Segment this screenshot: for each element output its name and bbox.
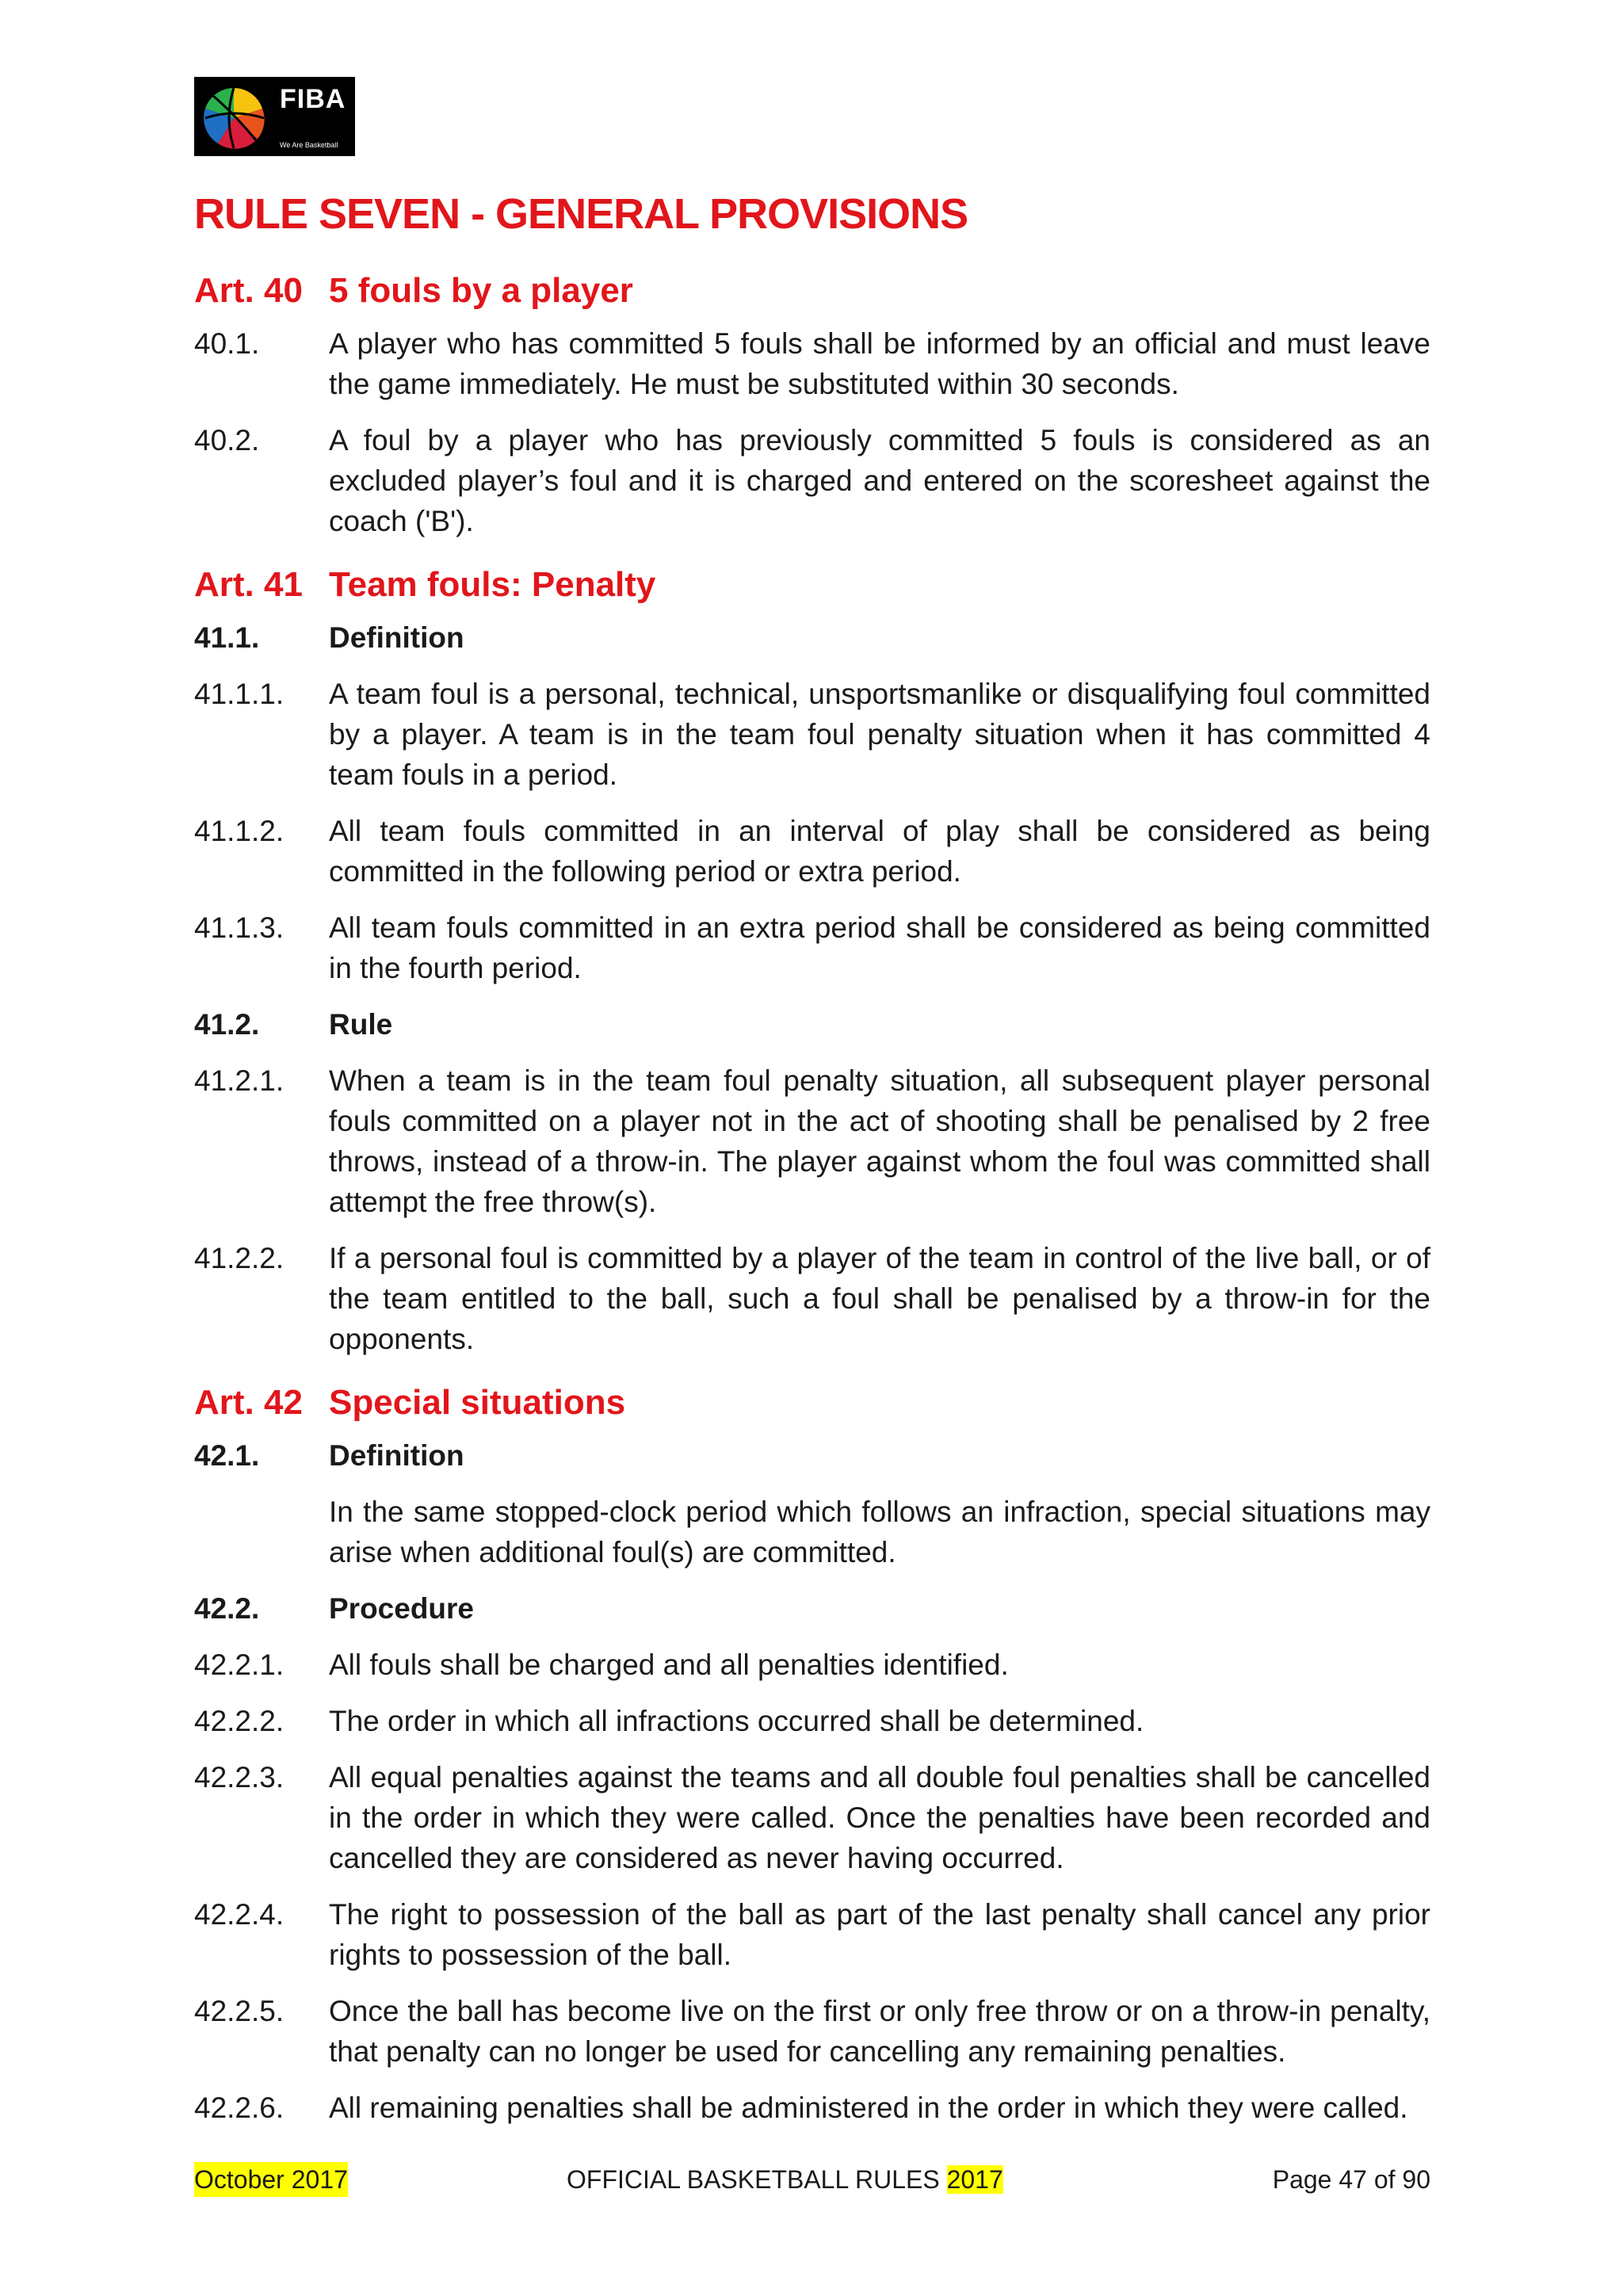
clause-number: 42.2.1. [194,1648,285,1681]
page-footer [194,2162,1430,2200]
subsection-title: Definition [329,621,464,654]
footer-date: October 2017 [194,2162,348,2197]
footer-doc-name: OFFICIAL BASKETBALL RULES [567,2165,940,2194]
article-title: Team fouls: Penalty [329,565,656,604]
rules-content [194,263,1430,2144]
subsection-heading [194,1004,1430,1045]
clause-number: 41.1.3. [194,911,285,944]
article-number: Art. 40 [194,271,303,310]
clause-text: The right to possession of the ball as part of the last penalty shall cancel any prior rights to possession of the ball. [329,1898,1430,1971]
rule-paragraph [194,674,1430,795]
clause-number: 40.1. [194,327,260,360]
rule-paragraph [194,1991,1430,2072]
fiba-logo [194,77,355,156]
clause-number: 41.2.2. [194,1242,285,1274]
clause-number: 42.2.3. [194,1761,285,1794]
clause-text: All team fouls committed in an interval of play shall be considered as being committed in the following period or extra period. [329,815,1430,888]
clause-text: A foul by a player who has previously committed 5 fouls is considered as an excluded player’s foul and it is charged and entered on the scoresheet against the coach ('B'). [329,424,1430,537]
rule-paragraph [194,2088,1430,2128]
rule-paragraph [194,1645,1430,1685]
clause-number: 41.2.1. [194,1064,285,1097]
rule-paragraph [194,1060,1430,1222]
clause-text: All equal penalties against the teams and all double foul penalties shall be cancelled in the order in which they were called. Once the penalties have been recorded and cancelled they are considered as never having occurred. [329,1761,1430,1874]
clause-text: All fouls shall be charged and all penalties identified. [329,1648,1009,1681]
clause-number: 41.1. [194,621,260,654]
clause-text: The order in which all infractions occurred shall be determined. [329,1705,1144,1737]
clause-number [194,1492,329,1572]
clause-number: 42.1. [194,1439,260,1472]
clause-text: If a personal foul is committed by a player of the team in control of the live ball, or of the team entitled to the ball, such a foul shall be penalised by a throw-in for the opponents. [329,1242,1430,1355]
rule-paragraph [194,1894,1430,1975]
article-number: Art. 41 [194,565,303,604]
subsection-title: Rule [329,1008,393,1041]
article-number: Art. 42 [194,1383,303,1422]
clause-text: All team fouls committed in an extra period shall be considered as being committed in the fourth period. [329,911,1430,984]
rule-paragraph [194,420,1430,541]
rule-title: RULE SEVEN - GENERAL PROVISIONS [194,190,968,238]
footer-doc-title [567,2162,1003,2197]
article-heading [194,263,1430,319]
footer-doc-year: 2017 [946,2165,1003,2194]
footer-page-number: Page 47 of 90 [1272,2165,1430,2194]
logo-wordmark: FIBA [280,84,346,114]
article-title: 5 fouls by a player [329,271,633,310]
rule-paragraph [194,811,1430,892]
article-heading [194,1375,1430,1431]
article-heading [194,557,1430,613]
subsection-title: Definition [329,1439,464,1472]
subsection-heading [194,1588,1430,1629]
rule-paragraph [194,323,1430,404]
clause-number: 41.1.1. [194,678,285,710]
subsection-heading [194,617,1430,658]
clause-number: 41.2. [194,1008,260,1041]
clause-number: 41.1.2. [194,815,285,847]
rule-paragraph [194,1238,1430,1359]
rule-paragraph [194,907,1430,988]
clause-text: A team foul is a personal, technical, unsportsmanlike or disqualifying foul committed by a player. A team is in the team foul penalty situation when it has committed 4 team fouls in a period. [329,678,1430,791]
clause-text: A player who has committed 5 fouls shall be informed by an official and must leave the game immediately. He must be substituted within 30 seconds. [329,327,1430,400]
clause-number: 42.2.4. [194,1898,285,1931]
rule-paragraph [194,1492,1430,1572]
clause-number: 42.2.6. [194,2092,285,2124]
subsection-heading [194,1435,1430,1476]
logo-tagline: We Are Basketball [280,141,338,149]
clause-text: When a team is in the team foul penalty situation, all subsequent player personal fouls committed on a player not in the act of shooting shall be penalised by 2 free throws, instead of a throw-in. The player against whom the foul was committed shall attempt the free throw(s). [329,1064,1430,1218]
rule-paragraph [194,1701,1430,1741]
clause-text: In the same stopped-clock period which follows an infraction, special situations may arise when additional foul(s) are committed. [329,1496,1430,1568]
basketball-icon [194,77,273,156]
clause-text: Once the ball has become live on the first or only free throw or on a throw-in penalty, that penalty can no longer be used for cancelling any remaining penalties. [329,1995,1430,2068]
subsection-title: Procedure [329,1592,475,1625]
article-title: Special situations [329,1383,626,1422]
clause-number: 42.2.2. [194,1705,285,1737]
rule-paragraph [194,1757,1430,1878]
clause-number: 40.2. [194,424,260,457]
clause-text: All remaining penalties shall be administered in the order in which they were called. [329,2092,1408,2124]
clause-number: 42.2. [194,1592,260,1625]
clause-number: 42.2.5. [194,1995,285,2027]
